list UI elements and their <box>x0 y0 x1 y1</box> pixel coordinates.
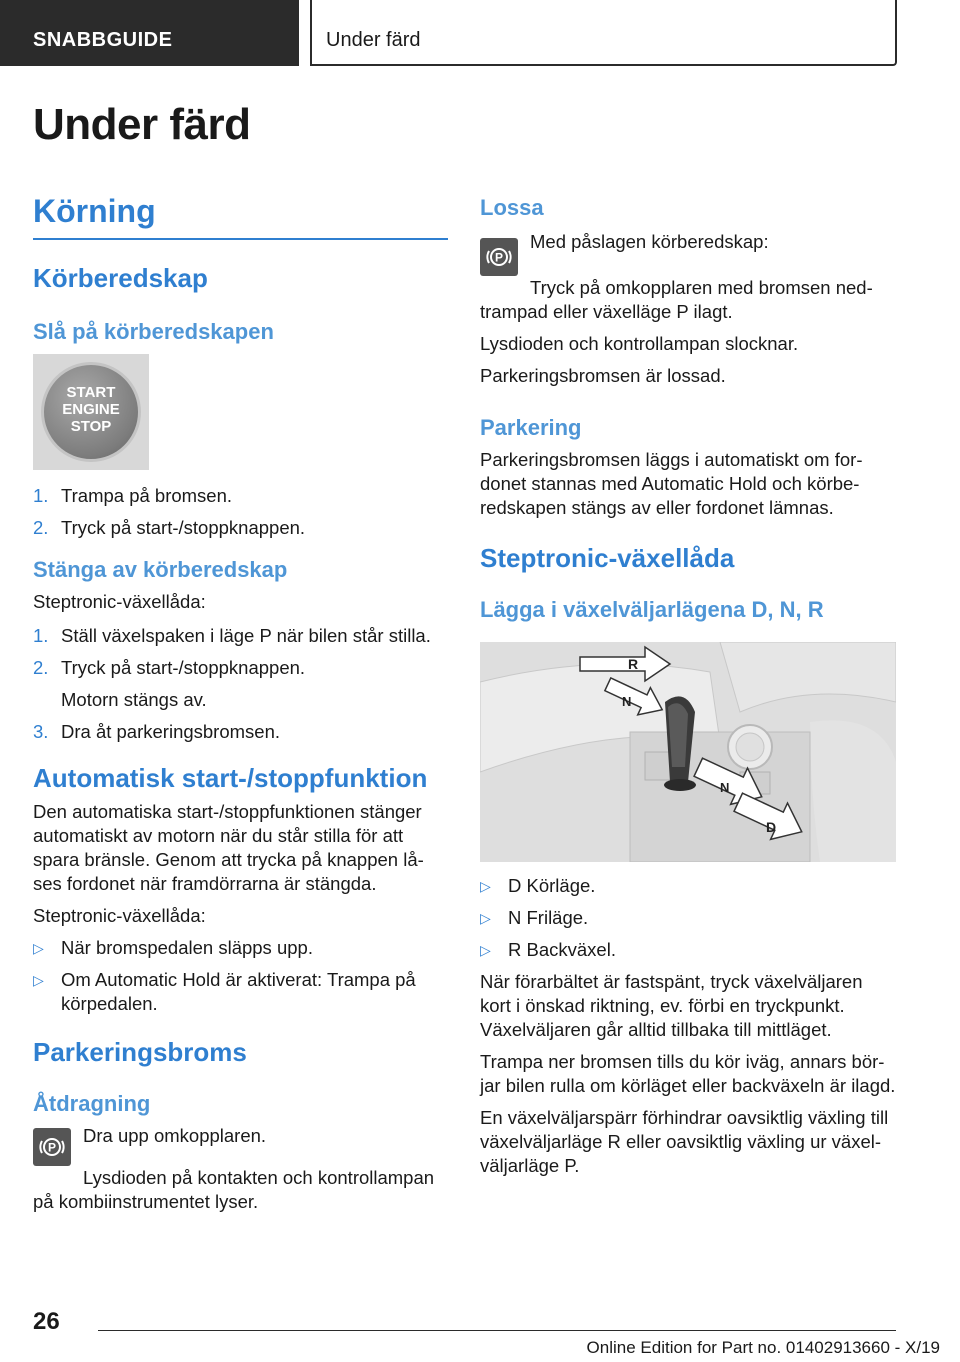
page-footer <box>0 1296 960 1362</box>
header-section-tab <box>0 0 299 66</box>
atdragning-paragraph-2a: Lysdioden på kontakten och kontrollampan <box>83 1167 435 1188</box>
lossa-paragraph-2b: trampad eller växelläge P ilagt. <box>480 301 733 322</box>
start-button-line2: ENGINE <box>62 401 120 418</box>
sla-pa-steps <box>33 484 448 540</box>
heading-atdragning: Åtdragning <box>33 1091 151 1116</box>
header-chapter-label: Under färd <box>326 29 421 51</box>
steptronic-paragraph-2: Trampa ner bromsen tills du kör iväg, annars bör-jar bilen rulla om körläget eller backväxeln är ilagd. <box>480 1051 896 1096</box>
right-column <box>480 192 896 1186</box>
heading-steptronic: Steptronic-växellåda <box>480 543 735 573</box>
heading-automatisk-start-stopp: Automatisk start-/stoppfunktion <box>33 763 428 793</box>
shifter-label-n-down: N <box>720 780 730 795</box>
footer-divider <box>98 1330 896 1331</box>
heading-parkeringsbroms: Parkeringsbroms <box>33 1037 247 1067</box>
stanga-note: Motorn stängs av. <box>61 689 207 710</box>
steptronic-paragraph-3: En växelväljarspärr förhindrar oavsiktlig växling till växelväljarläge R eller oavsiktlig växling ur växel-väljarläge P. <box>480 1107 889 1176</box>
stanga-steps <box>33 624 448 744</box>
atdragning-paragraph-2b: på kombiinstrumentet lyser. <box>33 1191 259 1212</box>
header-chapter-tab <box>310 0 897 66</box>
triangle-bullet-icon: ▷ <box>480 942 491 958</box>
shifter-label-n-up: N <box>622 694 632 709</box>
gear-bullets <box>480 874 896 962</box>
triangle-bullet-icon: ▷ <box>33 972 44 988</box>
list-item: ▷ R Backväxel. <box>480 939 616 960</box>
list-item: 1. Ställ växelspaken i läge P när bilen står stilla. <box>33 625 431 646</box>
lossa-block <box>480 230 896 276</box>
list-item: ▷ D Körläge. <box>480 875 596 896</box>
list-item: ▷ När bromspedalen släpps upp. <box>33 937 313 958</box>
lossa-paragraph-1: Med påslagen körberedskap: <box>530 231 769 252</box>
heading-korberedskap: Körberedskap <box>33 263 208 293</box>
start-button-line3: STOP <box>70 418 112 435</box>
parking-brake-icon <box>480 238 518 276</box>
list-item: ▷ Om Automatic Hold är aktiverat: Trampa på körpedalen. <box>33 969 416 1014</box>
start-button-line1: START <box>66 384 116 401</box>
triangle-bullet-icon: ▷ <box>33 940 44 956</box>
auto-paragraph-2: Steptronic-växellåda: <box>33 905 206 926</box>
footer-edition: Online Edition for Part no. 01402913660 - X/19 <box>586 1338 940 1357</box>
list-item: 1. Trampa på bromsen. <box>33 485 233 506</box>
triangle-bullet-icon: ▷ <box>480 910 491 926</box>
heading-lossa: Lossa <box>480 195 544 220</box>
start-engine-stop-button-image <box>33 354 149 470</box>
list-item: 3. Dra åt parkeringsbromsen. <box>33 721 281 742</box>
steptronic-paragraph-1: När förarbältet är fastspänt, tryck växelväljaren kort i önskad riktning, ev. förbi en tryckpunkt. Växelväljaren går alltid tillbaka till mittläget. <box>480 971 863 1040</box>
heading-stanga-av: Stänga av körberedskap <box>33 557 288 582</box>
lossa-paragraph-3: Lysdioden och kontrollampan slocknar. <box>480 333 799 354</box>
parking-brake-icon <box>33 1128 71 1166</box>
stanga-intro: Steptronic-växellåda: <box>33 591 206 612</box>
parkering-paragraph: Parkeringsbromsen läggs i automatiskt om for-donet stannas med Automatic Hold och körbe-redskapen stängs av eller fordonet lämnas. <box>480 449 863 518</box>
gear-selector-image <box>480 642 896 862</box>
atdragning-block <box>33 1124 448 1166</box>
left-column <box>33 192 448 1222</box>
list-item: ▷ N Friläge. <box>480 907 589 928</box>
shifter-label-d: D <box>766 819 777 835</box>
auto-paragraph-1: Den automatiska start-/stoppfunktionen stänger automatiskt av motorn när du står stilla för att spara bränsle. Genom att trycka på knappen lå-ses fordonet när framdörrarna är stängda. <box>33 801 424 894</box>
lossa-paragraph-4: Parkeringsbromsen är lossad. <box>480 365 726 386</box>
page-number: 26 <box>33 1308 60 1335</box>
header-section-label: SNABBGUIDE <box>33 29 173 51</box>
atdragning-paragraph-1: Dra upp omkopplaren. <box>83 1125 267 1146</box>
page-title: Under färd <box>33 100 251 149</box>
list-item: 2. Tryck på start-/stoppknappen. <box>33 517 306 538</box>
svg-text:P: P <box>47 1140 57 1155</box>
shifter-label-r: R <box>628 656 639 672</box>
heading-lagga-i: Lägga i växelväljarlägena D, N, R <box>480 597 824 622</box>
heading-sla-pa: Slå på körberedskapen <box>33 319 274 344</box>
triangle-bullet-icon: ▷ <box>480 878 491 894</box>
svg-text:P: P <box>494 250 504 265</box>
auto-bullets <box>33 936 448 1016</box>
heading-korning: Körning <box>33 192 448 240</box>
lossa-paragraph-2a: Tryck på omkopplaren med bromsen ned- <box>530 277 873 298</box>
list-item: 2. Tryck på start-/stoppknappen. <box>33 657 306 678</box>
start-button-text <box>33 384 149 435</box>
heading-parkering: Parkering <box>480 415 582 440</box>
